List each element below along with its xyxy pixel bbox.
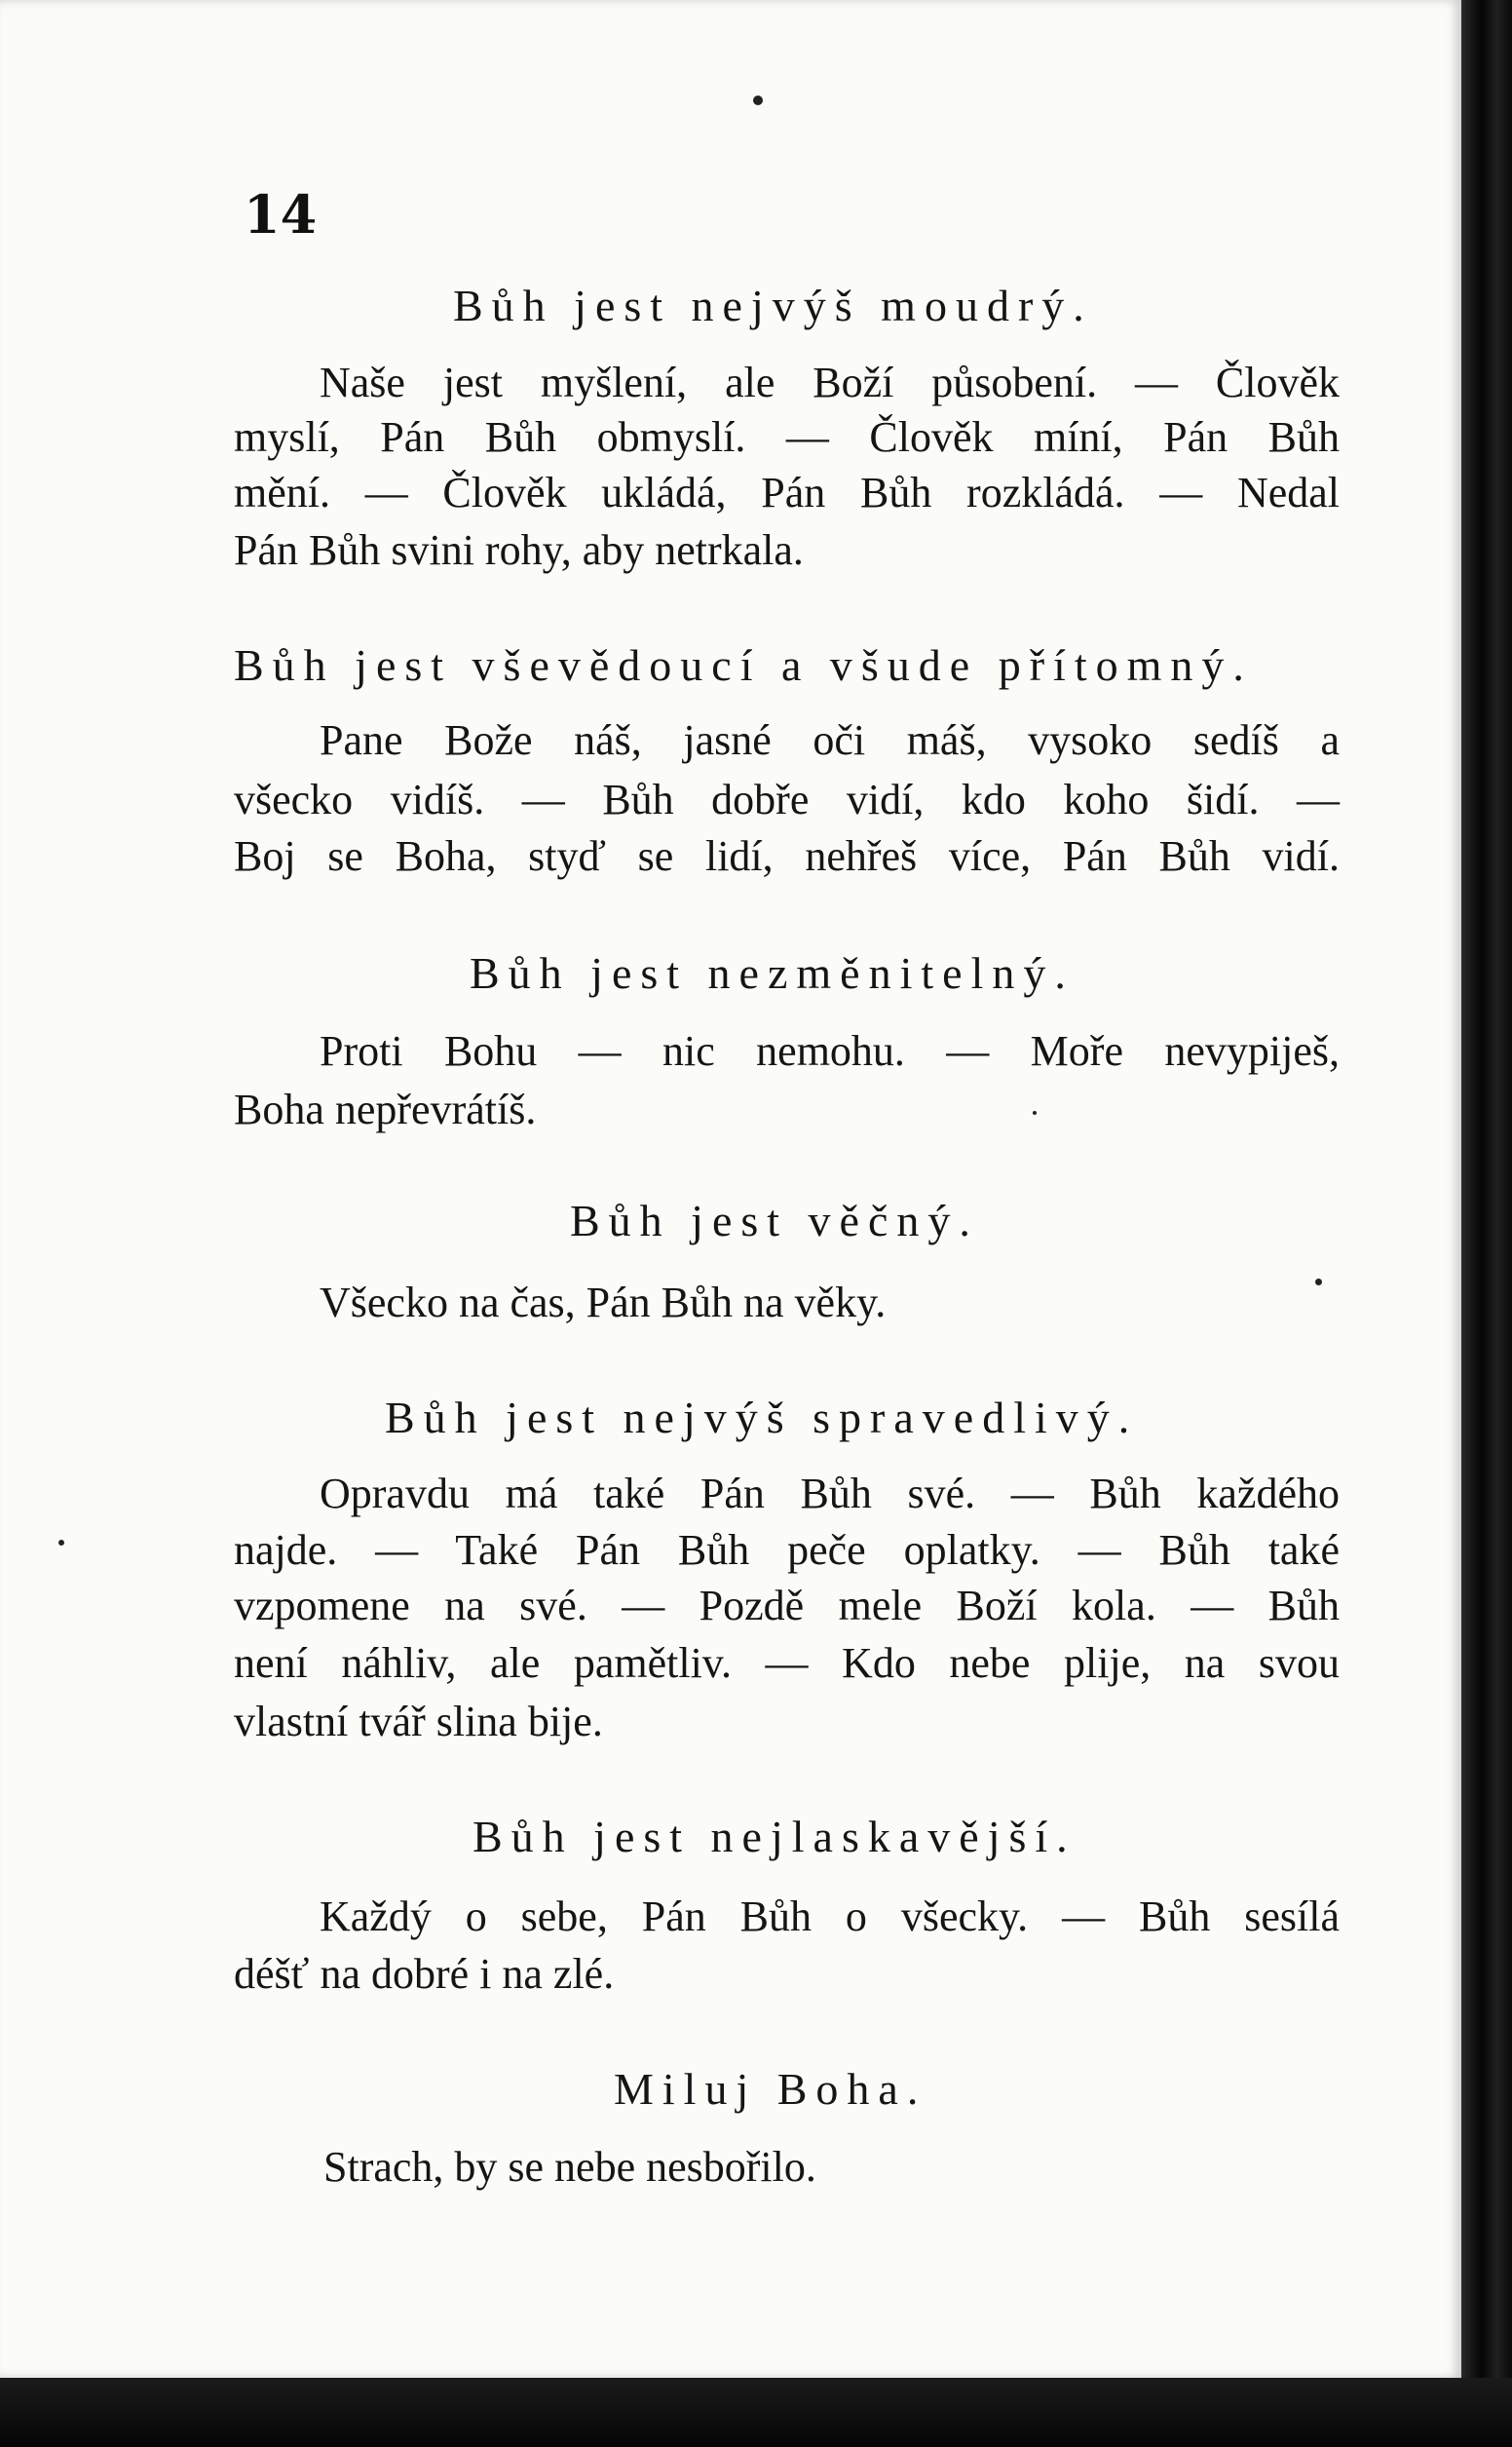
text-line: myslí, Pán Bůh obmyslí. — Člověk míní, Pán Bůh — [234, 413, 1340, 461]
text-line: déšť na dobré i na zlé. — [234, 1950, 615, 1998]
page-number: 14 — [244, 183, 318, 246]
page-edge-bottom — [0, 2378, 1512, 2447]
text-line: vlastní tvář slina bije. — [234, 1698, 603, 1745]
section-heading: Miluj Boha. — [614, 2064, 927, 2114]
text-line: vzpomene na své. — Pozdě mele Boží kola. — Bůh — [234, 1582, 1340, 1629]
text-line: Strach, by se nebe nesbořilo. — [323, 2143, 816, 2191]
page-edge-right — [1461, 0, 1512, 2447]
text-line: Všecko na čas, Pán Bůh na věky. — [320, 1279, 887, 1326]
text-line: Naše jest myšlení, ale Boží působení. — Člověk — [320, 359, 1340, 406]
section-heading: Bůh jest nejvýš moudrý. — [453, 281, 1093, 330]
text-line: Boj se Boha, styď se lidí, nehřeš více, Pán Bůh vidí. — [234, 832, 1340, 880]
text-line: není náhliv, ale pamětliv. — Kdo nebe plije, na svou — [234, 1639, 1340, 1687]
text-line: Boha nepřevrátíš. — [234, 1086, 537, 1133]
text-line: Opravdu má také Pán Bůh své. — Bůh každého — [320, 1470, 1340, 1517]
text-line: Proti Bohu — nic nemohu. — Moře nevypiješ, — [320, 1027, 1340, 1075]
scan-speck — [58, 1540, 64, 1546]
section-heading: Bůh jest věčný. — [570, 1196, 979, 1245]
text-line: Pán Bůh svini rohy, aby netrkala. — [234, 526, 804, 574]
section-heading: Bůh jest nezměnitelný. — [470, 948, 1075, 998]
scan-speck — [1315, 1279, 1322, 1285]
text-line: Každý o sebe, Pán Bůh o všecky. — Bůh sesílá — [320, 1893, 1340, 1940]
section-heading: Bůh jest vševědoucí a všude přítomný. — [234, 640, 1253, 690]
scan-speck — [1033, 1111, 1037, 1115]
section-heading: Bůh jest nejvýš spravedlivý. — [385, 1393, 1139, 1442]
text-line: Pane Bože náš, jasné oči máš, vysoko sedíš a — [320, 716, 1340, 764]
scan-speck — [753, 96, 763, 105]
section-heading: Bůh jest nejlaskavější. — [472, 1812, 1077, 1861]
text-line: mění. — Člověk ukládá, Pán Bůh rozkládá. — Nedal — [234, 469, 1340, 516]
text-line: najde. — Také Pán Bůh peče oplatky. — Bůh také — [234, 1526, 1340, 1574]
text-line: všecko vidíš. — Bůh dobře vidí, kdo koho šidí. — — [234, 776, 1340, 823]
